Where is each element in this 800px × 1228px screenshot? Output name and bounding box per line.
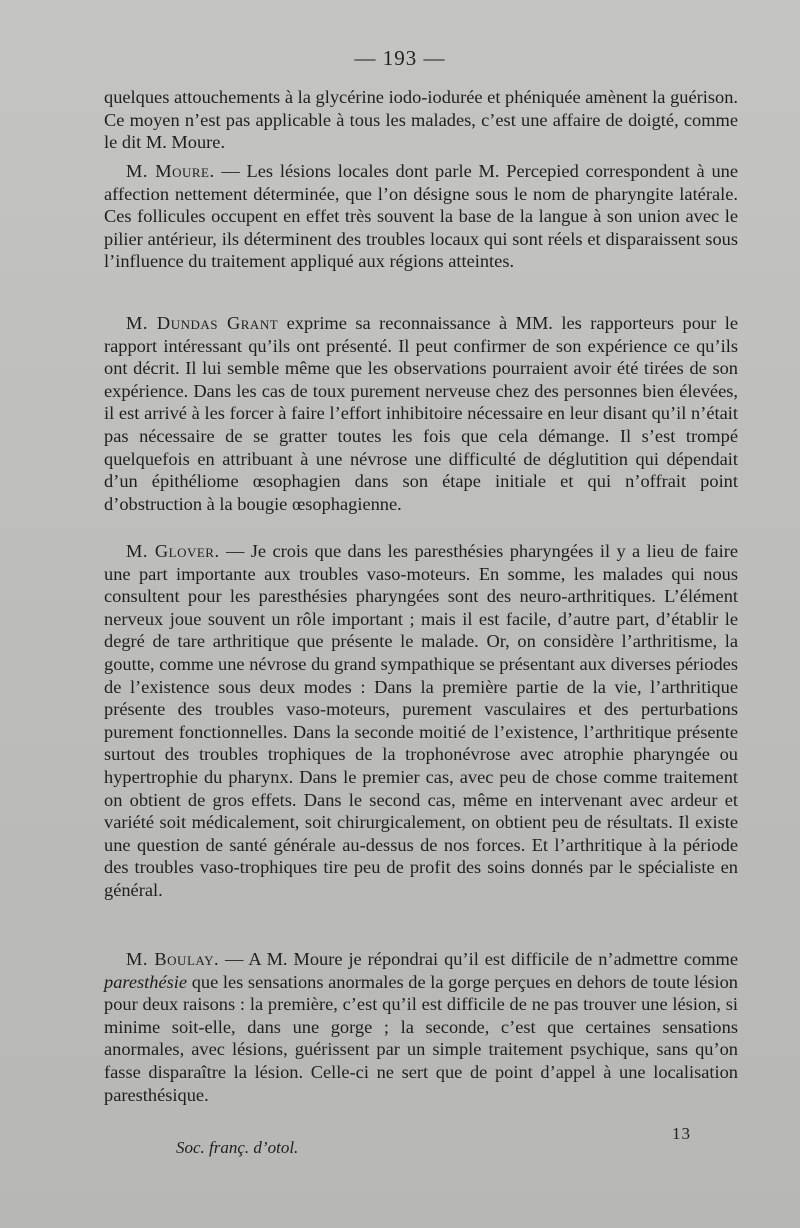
- page-number: — 193 —: [354, 46, 446, 70]
- paragraph-1: [104, 86, 738, 154]
- paragraph-3-text: exprime sa reconnaissance à MM. les rapporteurs pour le rapport intéressant qu’ils ont présenté. Il peut confirmer de son expérience ce qu’ils ont décrit. Il lui semble même que les observations pourraient avoir été tirées de son expérience. Dans les cas de toux purement nerveuse chez des personnes bien élevées, il est arrivé à les forcer à faire l’effort inhibitoire nécessaire en leur disant qu’il n’était pas nécessaire de se gratter toutes les fois que cela démange. Il s’est trompé quelquefois en attribuant à une névrose une difficulté de déglutition qui dépendait d’un épithéliome œsophagien dans son étape initiale et qui n’offrait point d’obstruction à la bougie œsophagienne.: [104, 313, 738, 514]
- paragraph-5: [104, 948, 738, 1106]
- paragraph-5-text-after: que les sensations anormales de la gorge perçues en dehors de toute lésion pour deux raisons : la première, c’est qu’il est difficile de ne pas trouver une lésion, si minime soit-elle, dans une gorge ; la seconde, c’est que certaines sensations anormales, avec lésions, guérissent par un simple traitement psychique, sans qu’on fasse disparaître la lésion. Celle-ci ne sert que de point d’appel à une localisation paresthésique.: [104, 971, 738, 1105]
- paragraph-5-body: [104, 948, 738, 1106]
- signature-mark: 13: [672, 1124, 691, 1143]
- paragraph-5-text-before: — A M. Moure je répondrai qu’il est difficile de n’admettre comme: [219, 949, 738, 969]
- paragraph-5-emphasis: paresthésie: [104, 971, 188, 992]
- speaker-moure: M. Moure.: [126, 161, 215, 181]
- speaker-dundas-grant: M. Dundas Grant: [126, 313, 279, 333]
- paragraph-4: [104, 540, 738, 902]
- paragraph-1-text: quelques attouchements à la glycérine iodo-iodurée et phéniquée amènent la guérison. Ce moyen n’est pas applicable à tous les malades, c’est une affaire de doigté, comme le dit M. Moure.: [104, 87, 738, 153]
- paragraph-4-text: — Je crois que dans les paresthésies pharyngées il y a lieu de faire une part importante aux troubles vaso-moteurs. En somme, les malades qui nous consultent pour les paresthésies pharyngées sont des neuro-arthritiques. L’élément nerveux joue souvent un rôle important ; mais il est facile, d’autre part, d’établir le degré de tare arthritique que présente le malade. Or, on considère l’arthritisme, la goutte, comme une névrose du grand sympathique se présentant aux diverses périodes de l’existence sous deux modes : Dans la première partie de la vie, l’arthritique présente des troubles vaso-moteurs, purement vasculaires et des perturbations purement fonctionnelles. Dans la seconde moitié de l’existence, l’arthritique présente surtout des troubles trophiques de la trophonévrose avec atrophie pharyngée ou hypertrophie du pharynx. Dans le premier cas, avec peu de chose comme traitement on obtient de gros effets. Dans le second cas, même en intervenant avec ardeur et variété soit médicalement, soit chirurgicalement, on obtient peu de résultats. Il existe une question de santé générale au-dessus de nos forces. Et l’arthritique à la période des troubles vaso-trophiques tire peu de profit des soins donnés par le spécialiste en général.: [104, 541, 738, 900]
- speaker-boulay: M. Boulay.: [126, 949, 220, 969]
- paragraph-3: [104, 312, 738, 515]
- paragraph-3-body: [104, 312, 738, 515]
- journal-footer: Soc. franç. d’otol.: [176, 1138, 299, 1157]
- paragraph-2-text: — Les lésions locales dont parle M. Percepied correspondent à une affection nettement déterminée, que l’on désigne sous le nom de pharyngite latérale. Ces follicules occupent en effet très souvent la base de la langue à son union avec le pilier antérieur, ils déterminent des troubles locaux qui sont réels et disparaissent sous l’influence du traitement appliqué aux régions atteintes.: [104, 161, 738, 272]
- speaker-glover: M. Glover.: [126, 541, 220, 561]
- paragraph-4-body: [104, 540, 738, 902]
- paragraph-2-body: [104, 160, 738, 273]
- paragraph-2: [104, 160, 738, 273]
